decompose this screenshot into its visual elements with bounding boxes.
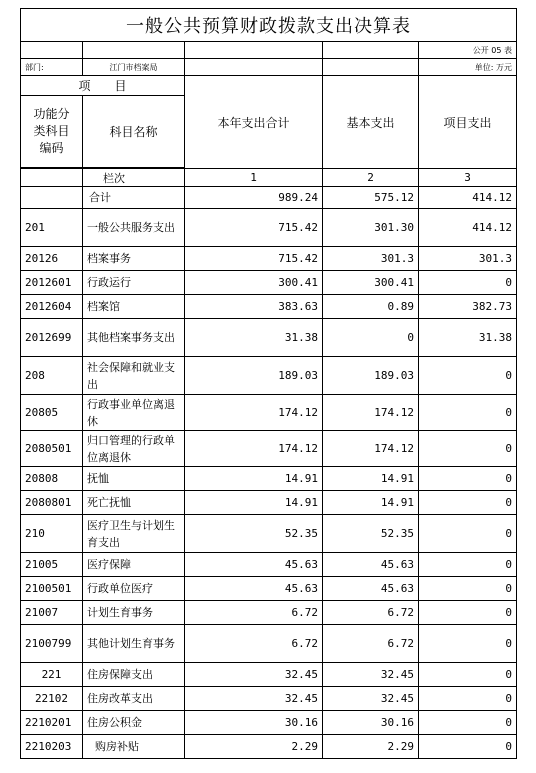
table-row: [21, 553, 517, 577]
func-code-cell: 210: [21, 515, 83, 553]
total-cell: 30.16: [185, 711, 323, 735]
project-cell: 31.38: [419, 319, 517, 357]
table-row: [21, 625, 517, 663]
func-code-cell: 221: [21, 663, 83, 687]
func-code-header: 功能分类科目编码: [21, 96, 83, 168]
project-cell: 0: [419, 395, 517, 431]
subject-name-cell: 医疗保障: [83, 553, 185, 577]
project-cell: 0: [419, 431, 517, 467]
func-code-cell: [21, 187, 83, 209]
lanci-label: 栏次: [83, 169, 185, 187]
func-code-cell: 2012601: [21, 271, 83, 295]
column-index-2: 2: [323, 169, 419, 187]
form-number: 公开 05 表: [419, 42, 517, 59]
func-code-cell: 2210203: [21, 735, 83, 759]
subject-name-cell: 住房公积金: [83, 711, 185, 735]
subject-name-cell: 购房补贴: [83, 735, 185, 759]
total-cell: 383.63: [185, 295, 323, 319]
table-row: [21, 711, 517, 735]
col-total-header: 本年支出合计: [185, 76, 323, 169]
total-cell: 174.12: [185, 431, 323, 467]
total-cell: 52.35: [185, 515, 323, 553]
table-row: [21, 431, 517, 467]
subject-name-cell: 住房保障支出: [83, 663, 185, 687]
project-cell: 0: [419, 357, 517, 395]
subject-name-cell: 医疗卫生与计划生育支出: [83, 515, 185, 553]
func-code-cell: 21007: [21, 601, 83, 625]
expenditure-report-sheet: [20, 8, 516, 768]
report-title: 一般公共预算财政拨款支出决算表: [21, 9, 517, 42]
table-row: [21, 601, 517, 625]
total-cell: 715.42: [185, 209, 323, 247]
func-code-cell: 201: [21, 209, 83, 247]
table-row: [21, 247, 517, 271]
basic-cell: 32.45: [323, 687, 419, 711]
total-cell: 6.72: [185, 601, 323, 625]
subject-name-cell: 行政运行: [83, 271, 185, 295]
basic-cell: 575.12: [323, 187, 419, 209]
table-row: [21, 735, 517, 759]
total-cell: 6.72: [185, 625, 323, 663]
subject-name-cell: 合计: [83, 187, 185, 209]
unit-label: 单位: 万元: [419, 59, 517, 76]
subject-name-cell: 一般公共服务支出: [83, 209, 185, 247]
project-cell: 0: [419, 467, 517, 491]
project-cell: 414.12: [419, 187, 517, 209]
func-code-cell: 2100799: [21, 625, 83, 663]
basic-cell: 14.91: [323, 491, 419, 515]
basic-cell: 45.63: [323, 553, 419, 577]
project-cell: 0: [419, 711, 517, 735]
project-cell: 414.12: [419, 209, 517, 247]
func-code-cell: 2080801: [21, 491, 83, 515]
basic-cell: 174.12: [323, 395, 419, 431]
basic-cell: 52.35: [323, 515, 419, 553]
subject-name-cell: 行政单位医疗: [83, 577, 185, 601]
table-row: [21, 515, 517, 553]
total-cell: 31.38: [185, 319, 323, 357]
basic-cell: 6.72: [323, 625, 419, 663]
basic-cell: 0.89: [323, 295, 419, 319]
dept-name: 江门市档案局: [83, 59, 185, 76]
func-code-cell: 21005: [21, 553, 83, 577]
column-index-3: 3: [419, 169, 517, 187]
func-code-cell: 20805: [21, 395, 83, 431]
subject-name-cell: 死亡抚恤: [83, 491, 185, 515]
item-header: 项 目: [21, 76, 185, 96]
basic-cell: 189.03: [323, 357, 419, 395]
func-code-cell: 2210201: [21, 711, 83, 735]
func-code-cell: 2012699: [21, 319, 83, 357]
table-row: [21, 663, 517, 687]
basic-cell: 300.41: [323, 271, 419, 295]
total-cell: 14.91: [185, 467, 323, 491]
project-cell: 0: [419, 553, 517, 577]
basic-cell: 30.16: [323, 711, 419, 735]
table-row: [21, 491, 517, 515]
basic-cell: 32.45: [323, 663, 419, 687]
table-row: [21, 577, 517, 601]
project-cell: 301.3: [419, 247, 517, 271]
subject-name-cell: 档案事务: [83, 247, 185, 271]
basic-cell: 2.29: [323, 735, 419, 759]
total-cell: 45.63: [185, 577, 323, 601]
table-row: [21, 209, 517, 247]
basic-cell: 45.63: [323, 577, 419, 601]
basic-cell: 14.91: [323, 467, 419, 491]
table-row: [21, 357, 517, 395]
table-row: [21, 467, 517, 491]
basic-cell: 0: [323, 319, 419, 357]
column-index-1: 1: [185, 169, 323, 187]
table-row: [21, 271, 517, 295]
total-cell: 989.24: [185, 187, 323, 209]
project-cell: 0: [419, 491, 517, 515]
func-code-cell: 208: [21, 357, 83, 395]
total-cell: 32.45: [185, 687, 323, 711]
subject-name-cell: 归口管理的行政单位离退休: [83, 431, 185, 467]
project-cell: 0: [419, 271, 517, 295]
col-basic-header: 基本支出: [323, 76, 419, 169]
total-cell: 300.41: [185, 271, 323, 295]
col-project-header: 项目支出: [419, 76, 517, 169]
project-cell: 0: [419, 663, 517, 687]
func-code-cell: 20808: [21, 467, 83, 491]
table-row: [21, 395, 517, 431]
basic-cell: 6.72: [323, 601, 419, 625]
func-code-cell: 2012604: [21, 295, 83, 319]
total-cell: 14.91: [185, 491, 323, 515]
table-row: [21, 295, 517, 319]
func-code-cell: 22102: [21, 687, 83, 711]
subject-name-header: 科目名称: [83, 96, 185, 168]
subject-name-cell: 其他档案事务支出: [83, 319, 185, 357]
project-cell: 0: [419, 625, 517, 663]
table-row: [21, 187, 517, 209]
project-cell: 0: [419, 515, 517, 553]
subject-name-cell: 行政事业单位离退休: [83, 395, 185, 431]
total-cell: 2.29: [185, 735, 323, 759]
project-cell: 0: [419, 601, 517, 625]
basic-cell: 174.12: [323, 431, 419, 467]
table-row: [21, 319, 517, 357]
total-cell: 715.42: [185, 247, 323, 271]
subject-name-cell: 住房改革支出: [83, 687, 185, 711]
project-cell: 382.73: [419, 295, 517, 319]
total-cell: 45.63: [185, 553, 323, 577]
func-code-cell: 2100501: [21, 577, 83, 601]
func-code-cell: 20126: [21, 247, 83, 271]
basic-cell: 301.3: [323, 247, 419, 271]
subject-name-cell: 档案馆: [83, 295, 185, 319]
func-code-cell: 2080501: [21, 431, 83, 467]
project-cell: 0: [419, 735, 517, 759]
total-cell: 189.03: [185, 357, 323, 395]
total-cell: 32.45: [185, 663, 323, 687]
basic-cell: 301.30: [323, 209, 419, 247]
expenditure-table: [20, 8, 517, 759]
table-row: [21, 687, 517, 711]
project-cell: 0: [419, 577, 517, 601]
subject-name-cell: 抚恤: [83, 467, 185, 491]
project-cell: 0: [419, 687, 517, 711]
subject-name-cell: 社会保障和就业支出: [83, 357, 185, 395]
subject-name-cell: 计划生育事务: [83, 601, 185, 625]
dept-label: 部门:: [21, 59, 83, 76]
subject-name-cell: 其他计划生育事务: [83, 625, 185, 663]
total-cell: 174.12: [185, 395, 323, 431]
